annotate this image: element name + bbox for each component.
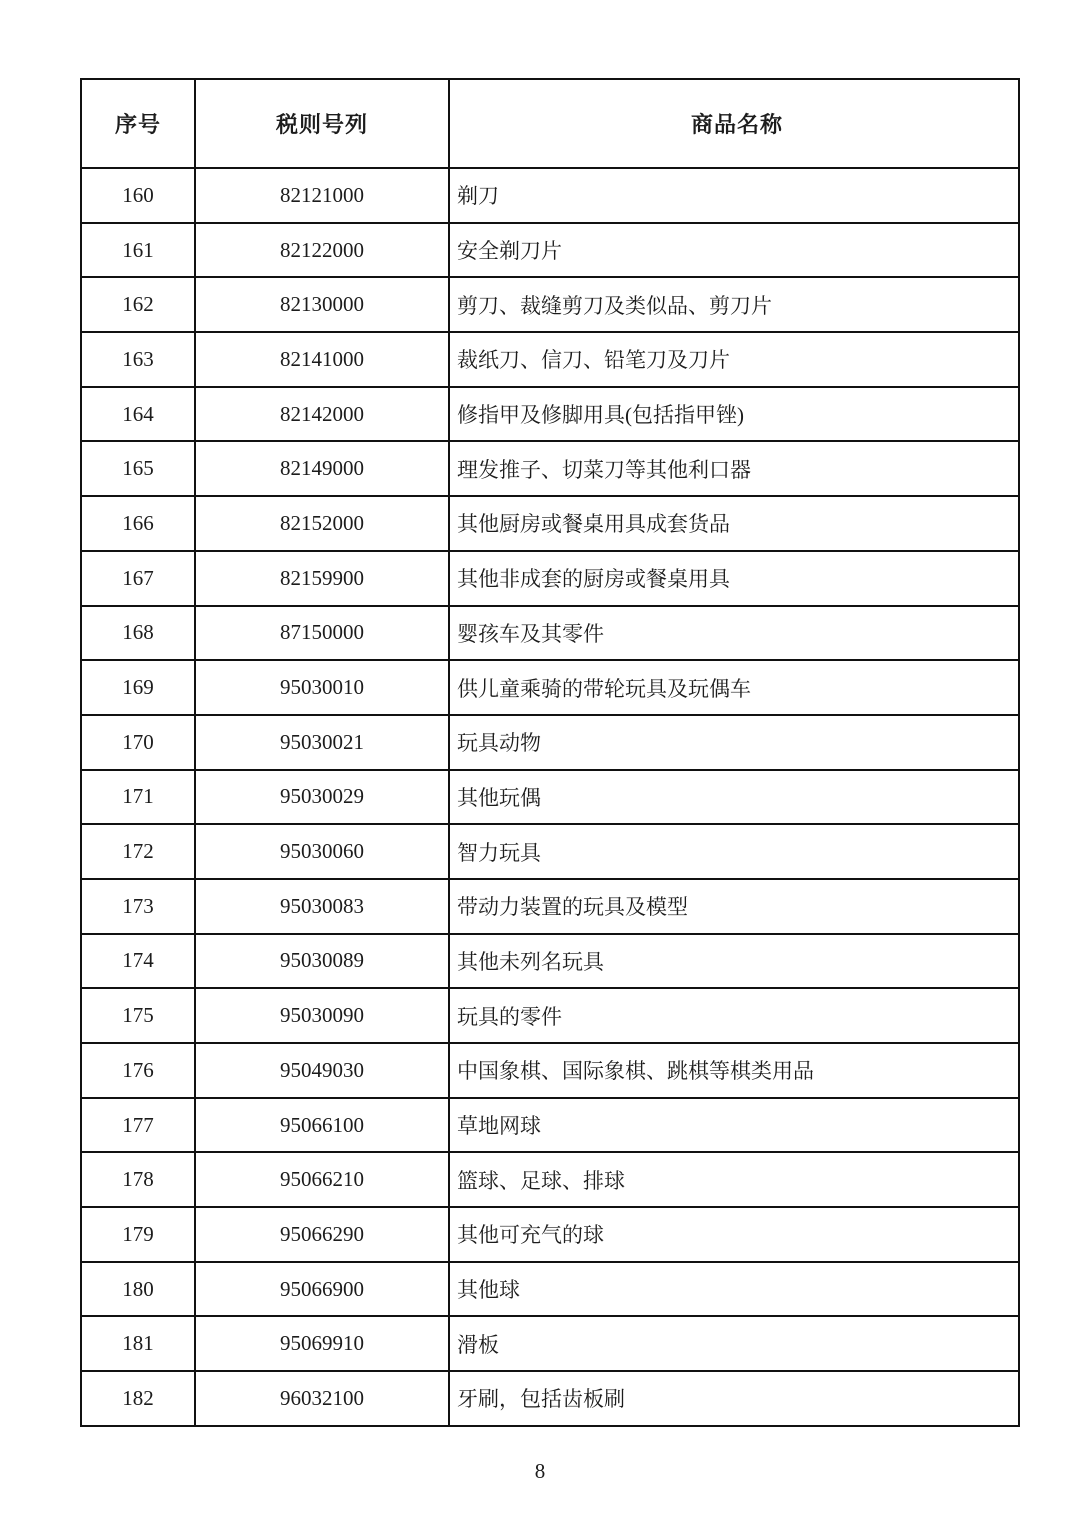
serial-number-cell: 178 xyxy=(81,1152,195,1207)
table-row xyxy=(81,1207,1019,1262)
tariff-code-cell: 95030083 xyxy=(195,879,449,934)
product-name-cell: 其他球 xyxy=(449,1262,1019,1317)
serial-number-cell: 172 xyxy=(81,824,195,879)
table-row xyxy=(81,441,1019,496)
tariff-code-cell: 95066100 xyxy=(195,1098,449,1153)
product-name-cell: 理发推子、切菜刀等其他利口器 xyxy=(449,441,1019,496)
table-row xyxy=(81,277,1019,332)
tariff-code-cell: 95049030 xyxy=(195,1043,449,1098)
serial-number-cell: 182 xyxy=(81,1371,195,1426)
serial-number-cell: 162 xyxy=(81,277,195,332)
tariff-code-cell: 82159900 xyxy=(195,551,449,606)
table-row xyxy=(81,223,1019,278)
tariff-code-cell: 95066290 xyxy=(195,1207,449,1262)
serial-number-cell: 174 xyxy=(81,934,195,989)
table-row xyxy=(81,1371,1019,1426)
product-name-cell: 篮球、足球、排球 xyxy=(449,1152,1019,1207)
table-row xyxy=(81,387,1019,442)
table-row xyxy=(81,1098,1019,1153)
tariff-code-cell: 95066210 xyxy=(195,1152,449,1207)
table-row xyxy=(81,988,1019,1043)
serial-number-cell: 169 xyxy=(81,660,195,715)
table-row xyxy=(81,660,1019,715)
product-name-cell: 裁纸刀、信刀、铅笔刀及刀片 xyxy=(449,332,1019,387)
serial-number-cell: 164 xyxy=(81,387,195,442)
serial-number-cell: 176 xyxy=(81,1043,195,1098)
tariff-code-cell: 82142000 xyxy=(195,387,449,442)
tariff-code-cell: 95030090 xyxy=(195,988,449,1043)
table-row xyxy=(81,879,1019,934)
serial-number-cell: 171 xyxy=(81,770,195,825)
serial-number-cell: 180 xyxy=(81,1262,195,1317)
tariff-code-cell: 87150000 xyxy=(195,606,449,661)
product-name-cell: 玩具动物 xyxy=(449,715,1019,770)
product-name-cell: 安全剃刀片 xyxy=(449,223,1019,278)
tariff-code-cell: 95069910 xyxy=(195,1316,449,1371)
product-name-cell: 草地网球 xyxy=(449,1098,1019,1153)
product-name-cell: 其他可充气的球 xyxy=(449,1207,1019,1262)
table-header-row xyxy=(81,79,1019,168)
table-row xyxy=(81,1043,1019,1098)
product-name-cell: 带动力装置的玩具及模型 xyxy=(449,879,1019,934)
serial-number-cell: 168 xyxy=(81,606,195,661)
serial-number-cell: 163 xyxy=(81,332,195,387)
product-name-cell: 供儿童乘骑的带轮玩具及玩偶车 xyxy=(449,660,1019,715)
tariff-code-cell: 82141000 xyxy=(195,332,449,387)
table-row xyxy=(81,496,1019,551)
product-name-cell: 玩具的零件 xyxy=(449,988,1019,1043)
product-name-cell: 其他非成套的厨房或餐桌用具 xyxy=(449,551,1019,606)
table-body xyxy=(81,168,1019,1426)
table-row xyxy=(81,551,1019,606)
table-row xyxy=(81,715,1019,770)
product-name-cell: 其他未列名玩具 xyxy=(449,934,1019,989)
table-row xyxy=(81,1262,1019,1317)
serial-number-cell: 160 xyxy=(81,168,195,223)
tariff-code-cell: 96032100 xyxy=(195,1371,449,1426)
tariff-code-cell: 82149000 xyxy=(195,441,449,496)
table-row xyxy=(81,168,1019,223)
serial-number-cell: 165 xyxy=(81,441,195,496)
tariff-table xyxy=(80,78,1020,1427)
serial-number-cell: 177 xyxy=(81,1098,195,1153)
header-tariff-code: 税则号列 xyxy=(195,79,449,168)
tariff-code-cell: 82122000 xyxy=(195,223,449,278)
table-row xyxy=(81,332,1019,387)
table-row xyxy=(81,934,1019,989)
serial-number-cell: 173 xyxy=(81,879,195,934)
tariff-code-cell: 95030010 xyxy=(195,660,449,715)
page-number: 8 xyxy=(534,1459,546,1483)
tariff-code-cell: 95030060 xyxy=(195,824,449,879)
product-name-cell: 其他玩偶 xyxy=(449,770,1019,825)
table-row xyxy=(81,1152,1019,1207)
product-name-cell: 牙刷，包括齿板刷 xyxy=(449,1371,1019,1426)
product-name-cell: 剪刀、裁缝剪刀及类似品、剪刀片 xyxy=(449,277,1019,332)
tariff-code-cell: 95030089 xyxy=(195,934,449,989)
tariff-code-cell: 95030029 xyxy=(195,770,449,825)
serial-number-cell: 179 xyxy=(81,1207,195,1262)
product-name-cell: 修指甲及修脚用具(包括指甲锉) xyxy=(449,387,1019,442)
product-name-cell: 婴孩车及其零件 xyxy=(449,606,1019,661)
product-name-cell: 中国象棋、国际象棋、跳棋等棋类用品 xyxy=(449,1043,1019,1098)
table-row xyxy=(81,770,1019,825)
serial-number-cell: 181 xyxy=(81,1316,195,1371)
table-row xyxy=(81,824,1019,879)
serial-number-cell: 175 xyxy=(81,988,195,1043)
serial-number-cell: 167 xyxy=(81,551,195,606)
header-product-name: 商品名称 xyxy=(449,79,1019,168)
table-row xyxy=(81,1316,1019,1371)
product-name-cell: 其他厨房或餐桌用具成套货品 xyxy=(449,496,1019,551)
tariff-code-cell: 82121000 xyxy=(195,168,449,223)
header-serial-number: 序号 xyxy=(81,79,195,168)
tariff-code-cell: 95066900 xyxy=(195,1262,449,1317)
tariff-code-cell: 95030021 xyxy=(195,715,449,770)
table-row xyxy=(81,606,1019,661)
tariff-code-cell: 82130000 xyxy=(195,277,449,332)
serial-number-cell: 161 xyxy=(81,223,195,278)
serial-number-cell: 166 xyxy=(81,496,195,551)
serial-number-cell: 170 xyxy=(81,715,195,770)
product-name-cell: 智力玩具 xyxy=(449,824,1019,879)
tariff-code-cell: 82152000 xyxy=(195,496,449,551)
product-name-cell: 剃刀 xyxy=(449,168,1019,223)
product-name-cell: 滑板 xyxy=(449,1316,1019,1371)
